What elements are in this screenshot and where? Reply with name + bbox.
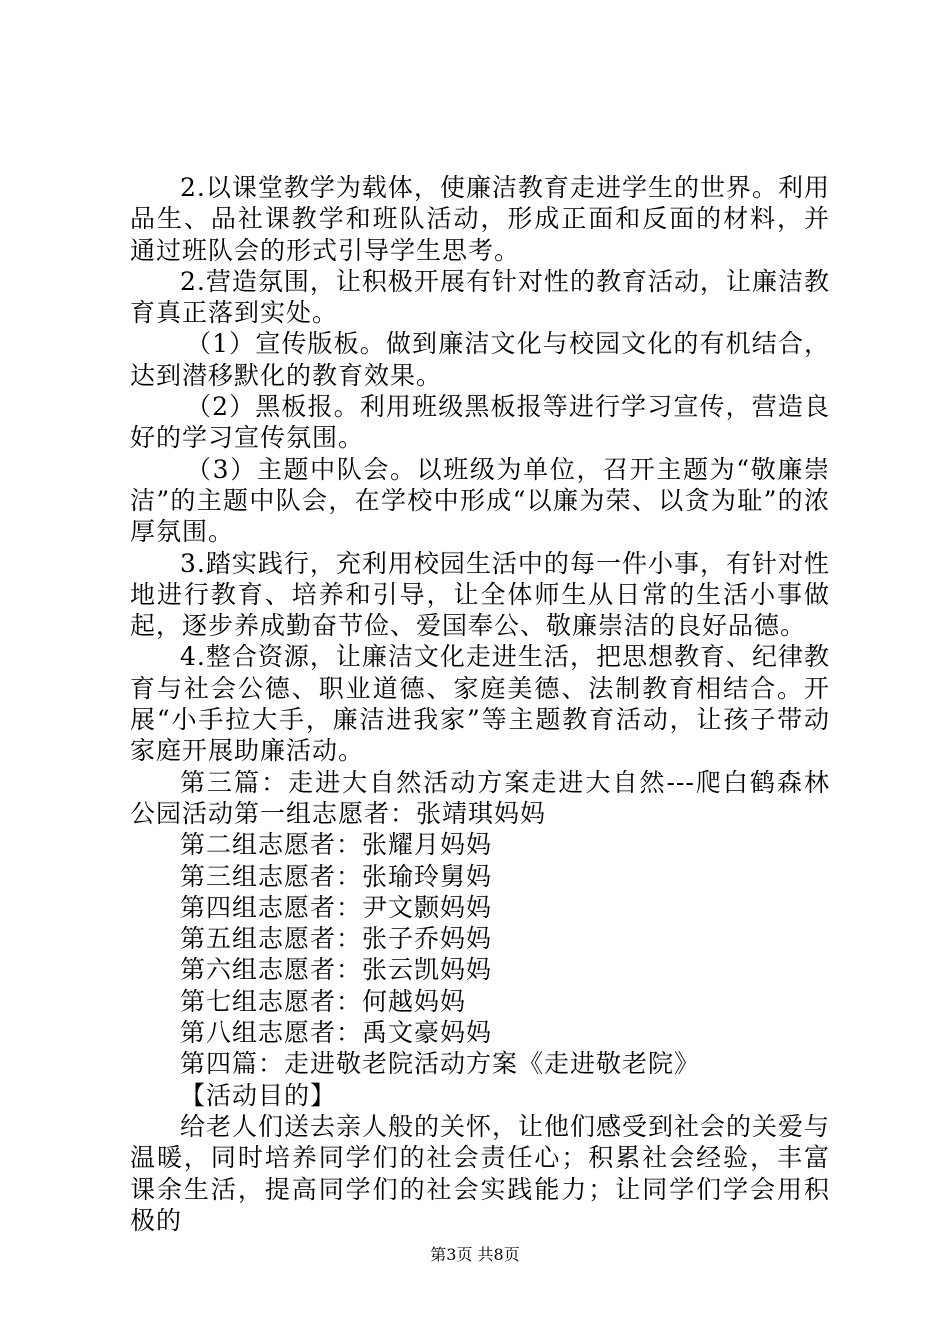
section-four-title: 第四篇：走进敬老院活动方案《走进敬老院》	[180, 1049, 701, 1079]
volunteer-line-6: 第六组志愿者：张云凯妈妈	[180, 955, 493, 985]
activity-purpose-text: 给老人们送去亲人般的关怀，让他们感受到社会的关爱与温暖，同时培养同学们的社会责任心；积累社会经验，丰富课余生活，提高同学们的社会实践能力；让同学们学会用积极的	[130, 1111, 831, 1235]
paragraph-5: （3）主题中队会。以班级为单位，召开主题为“敬廉崇洁”的主题中队会，在学校中形成“以廉为荣、以贪为耻”的浓厚氛围。	[130, 454, 830, 547]
volunteer-line-2: 第二组志愿者：张耀月妈妈	[180, 830, 493, 860]
paragraph-2: 2.营造氛围，让积极开展有针对性的教育活动，让廉洁教育真正落到实处。	[130, 266, 830, 328]
paragraph-8: 第三篇：走进大自然活动方案走进大自然---爬白鹤森林公园活动第一组志愿者：张靖琪妈妈	[130, 767, 830, 828]
activity-purpose-heading: 【活动目的】	[180, 1080, 337, 1110]
paragraph-6: 3.踏实践行，充利用校园生活中的每一件小事，有针对性地进行教育、培养和引导，让全体师生从日常的生活小事做起，逐步养成勤奋节俭、爱国奉公、敬廉崇洁的良好品德。	[130, 548, 830, 641]
volunteer-line-4: 第四组志愿者：尹文颢妈妈	[180, 892, 493, 922]
volunteer-line-7: 第七组志愿者：何越妈妈	[180, 986, 467, 1016]
paragraph-3: （1）宣传版板。做到廉洁文化与校园文化的有机结合，达到潜移默化的教育效果。	[130, 329, 830, 390]
volunteer-line-3: 第三组志愿者：张瑜玲舅妈	[180, 861, 493, 891]
paragraph-7: 4.整合资源，让廉洁文化走进生活，把思想教育、纪律教育与社会公德、职业道德、家庭美德、法制教育相结合。开展“小手拉大手，廉洁进我家”等主题教育活动，让孩子带动家庭开展助廉活动。	[130, 642, 830, 766]
document-body	[130, 172, 830, 1236]
paragraph-4: （2）黑板报。利用班级黑板报等进行学习宣传，营造良好的学习宣传氛围。	[130, 392, 830, 453]
volunteer-line-8: 第八组志愿者：禹文豪妈妈	[180, 1018, 493, 1048]
volunteer-line-5: 第五组志愿者：张子乔妈妈	[180, 924, 493, 954]
page-footer: 第3页 共8页	[430, 1245, 520, 1264]
paragraph-1: 2.以课堂教学为载体，使廉洁教育走进学生的世界。利用品生、品社课教学和班队活动，形成正面和反面的材料，并通过班队会的形式引导学生思考。	[130, 173, 830, 265]
